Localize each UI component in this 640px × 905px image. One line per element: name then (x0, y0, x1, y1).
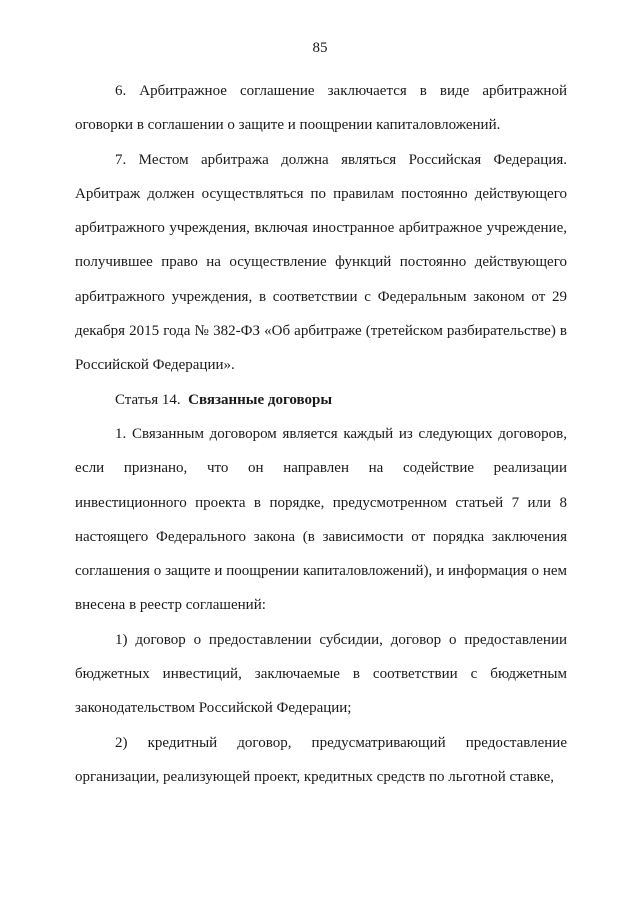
article-item-1: 1) договор о предоставлении субсидии, договор о предоставлении бюджетных инвестиций, заключаемые в соответствии с бюджетным законодательством Российской Федерации; (75, 631, 567, 717)
article-heading (75, 383, 567, 417)
article-number: Статья 14. (115, 391, 181, 408)
page-number: 85 (312, 40, 328, 56)
article-title: Связанные договоры (188, 391, 333, 408)
paragraph-6: 6. Арбитражное соглашение заключается в виде арбитражной оговорки в соглашении о защите и поощрении капиталовложений. (75, 83, 567, 134)
paragraph-7: 7. Местом арбитража должна являться Российская Федерация. Арбитраж должен осуществляться по правилам постоянно действующего арбитражного учреждения, включая иностранное арбитражное учреждение, получившее право на осуществление функций постоянно действующего арбитражного учреждения, в соответствии с Федеральным законом от 29 декабря 2015 года № 382-ФЗ «Об арбитраже (третейском разбирательстве) в Российской Федерации». (75, 151, 567, 374)
article-paragraph-1: 1. Связанным договором является каждый из следующих договоров, если признано, что он направлен на содействие реализации инвестиционного проекта в порядке, предусмотренном статьей 7 или 8 настоящего Федерального закона (в зависимости от порядка заключения соглашения о защите и поощрении капиталовложений), и информация о нем внесена в реестр соглашений: (75, 425, 567, 614)
document-body (75, 74, 567, 794)
article-item-2: 2) кредитный договор, предусматривающий предоставление организации, реализующей проект, кредитных средств по льготной ставке, (75, 734, 567, 785)
